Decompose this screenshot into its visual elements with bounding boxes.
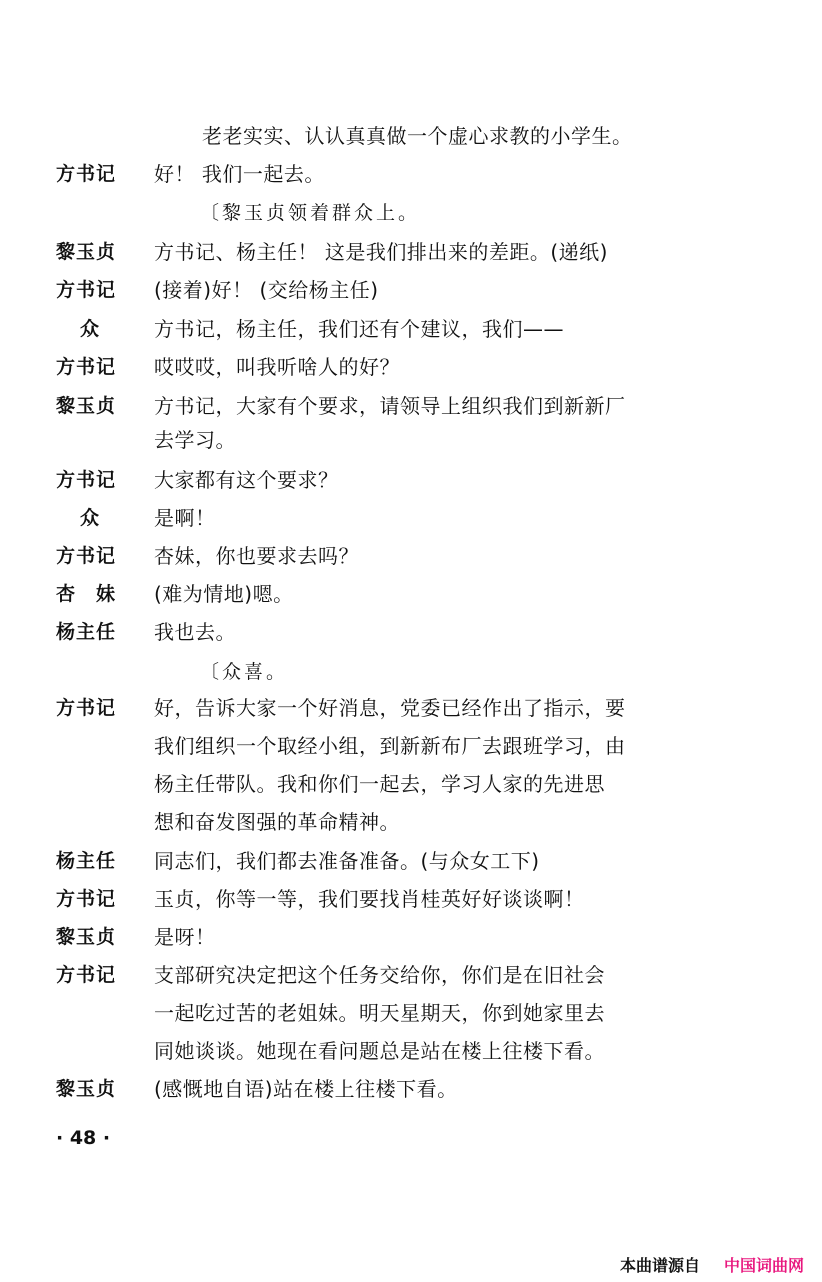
speaker-name: 方书记	[56, 469, 117, 491]
script-line	[0, 422, 822, 458]
stage-direction-text: 〔众喜。	[200, 661, 289, 683]
script-line	[0, 576, 822, 612]
script-line	[0, 349, 822, 385]
script-line	[0, 272, 822, 308]
dialogue-text: 是呀！	[154, 925, 216, 949]
speaker-name: 方书记	[56, 163, 117, 185]
script-line	[0, 881, 822, 917]
speaker-name: 杨主任	[56, 621, 117, 643]
dialogue-text: 老老实实、认认真真做一个虚心求教的小学生。	[202, 124, 633, 148]
speaker-name: 方书记	[56, 964, 117, 986]
speaker-name: 黎玉贞	[56, 241, 117, 263]
script-line	[0, 1071, 822, 1107]
script-line	[0, 500, 822, 536]
script-line	[0, 538, 822, 574]
dialogue-text: 大家都有这个要求？	[154, 468, 339, 492]
dialogue-text: 一起吃过苦的老姐妹。明天星期天，你到她家里去	[154, 1001, 605, 1025]
dialogue-text: 杏妹，你也要求去吗？	[154, 544, 359, 568]
script-line	[0, 614, 822, 650]
dialogue-text: 想和奋发图强的革命精神。	[154, 810, 400, 834]
speaker-name: 黎玉贞	[56, 395, 117, 417]
speaker-name: 杨主任	[56, 850, 117, 872]
script-line	[0, 690, 822, 726]
dialogue-text: 玉贞，你等一等，我们要找肖桂英好好谈谈啊！	[154, 887, 585, 911]
speaker-name: 方书记	[56, 697, 117, 719]
dialogue-text: 我们组织一个取经小组，到新新布厂去跟班学习，由	[154, 734, 626, 758]
speaker-name: 众	[80, 507, 101, 529]
speaker-name: 众	[80, 318, 101, 340]
dialogue-text: 我也去。	[154, 620, 236, 644]
dialogue-text: (难为情地)嗯。	[154, 582, 294, 606]
script-line	[0, 957, 822, 993]
speaker-name: 杏 妹	[56, 583, 117, 605]
script-line	[0, 1033, 822, 1069]
dialogue-text: 去学习。	[154, 428, 236, 452]
stage-direction	[0, 654, 822, 690]
speaker-name: 方书记	[56, 545, 117, 567]
dialogue-text: 哎哎哎，叫我听啥人的好？	[154, 355, 400, 379]
watermark-prefix: 本曲谱源自	[620, 1256, 701, 1275]
speaker-name: 黎玉贞	[56, 926, 117, 948]
dialogue-text: 同她谈谈。她现在看问题总是站在楼上往楼下看。	[154, 1039, 605, 1063]
dialogue-text: 同志们，我们都去准备准备。(与众女工下)	[154, 849, 540, 873]
script-line	[0, 388, 822, 424]
speaker-name: 方书记	[56, 356, 117, 378]
script-line	[0, 995, 822, 1031]
speaker-name: 黎玉贞	[56, 1078, 117, 1100]
page-number: · 48 ·	[56, 1127, 111, 1149]
dialogue-text: 好，告诉大家一个好消息，党委已经作出了指示，要	[154, 696, 626, 720]
script-line	[0, 118, 822, 154]
dialogue-text: 方书记，大家有个要求，请领导上组织我们到新新厂	[154, 394, 626, 418]
script-line	[0, 804, 822, 840]
script-line	[0, 156, 822, 192]
dialogue-text: (感慨地自语)站在楼上往楼下看。	[154, 1077, 458, 1101]
dialogue-text: 好！ 我们一起去。	[154, 162, 325, 186]
script-line	[0, 728, 822, 764]
script-line	[0, 311, 822, 347]
speaker-name: 方书记	[56, 888, 117, 910]
dialogue-text: 支部研究决定把这个任务交给你，你们是在旧社会	[154, 963, 605, 987]
dialogue-text: 方书记，杨主任，我们还有个建议，我们——	[154, 317, 564, 341]
script-line	[0, 462, 822, 498]
script-line	[0, 843, 822, 879]
dialogue-text: (接着)好！ (交给杨主任)	[154, 278, 379, 302]
script-line	[0, 766, 822, 802]
script-line	[0, 234, 822, 270]
dialogue-text: 方书记、杨主任！ 这是我们排出来的差距。(递纸)	[154, 240, 608, 264]
script-line	[0, 919, 822, 955]
speaker-name: 方书记	[56, 279, 117, 301]
watermark-site-name: 中国词曲网	[724, 1256, 805, 1275]
dialogue-text: 是啊！	[154, 506, 216, 530]
stage-direction	[0, 195, 822, 231]
stage-direction-text: 〔黎玉贞领着群众上。	[200, 202, 421, 224]
dialogue-text: 杨主任带队。我和你们一起去，学习人家的先进思	[154, 772, 605, 796]
